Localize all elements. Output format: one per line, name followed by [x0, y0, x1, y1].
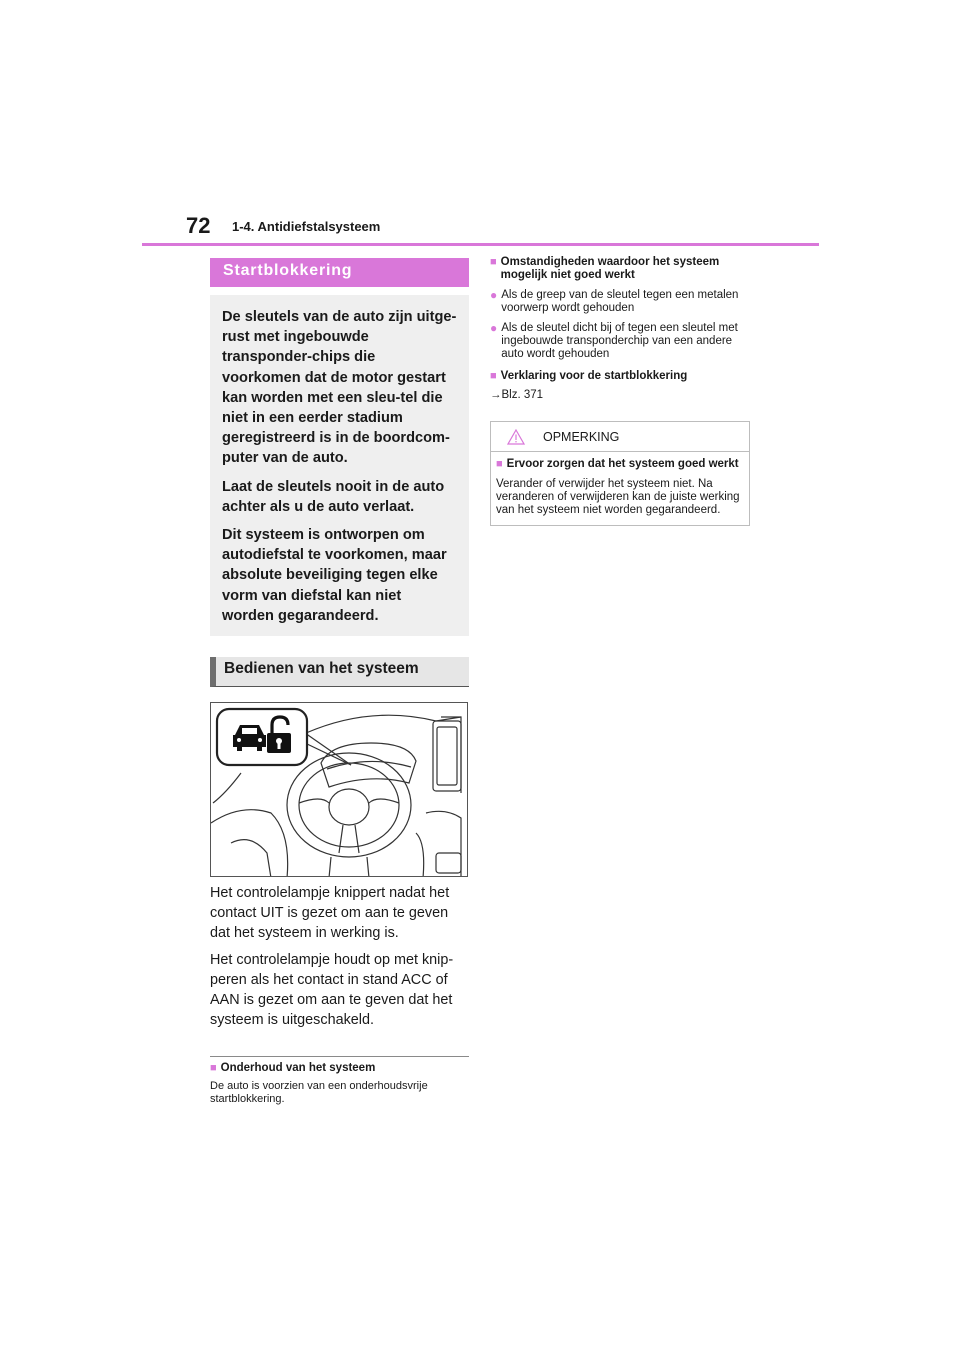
warning-box	[490, 421, 750, 526]
warning-triangle-icon	[507, 429, 525, 445]
page-reference-link[interactable]: →Blz. 371	[490, 389, 544, 401]
explanation-heading-text: Verklaring voor de startblokkering	[500, 370, 688, 382]
warning-label: OPMERKING	[543, 429, 620, 444]
warning-text: Verander of verwijder het systeem niet. Na veranderen of verwijderen kan de juiste werking van het systeem niet worden gegarandeerd.	[496, 478, 740, 516]
intro-paragraph: Laat de sleutels nooit in de auto achter als u de auto verlaat.	[222, 478, 445, 515]
section-heading-startblokkering: Startblokkering	[210, 258, 469, 287]
intro-paragraph: Dit systeem is ontworpen om autodiefstal te voorkomen, maar absolute beveiliging tegen elke vorm van diefstal kan niet worden gegarandeerd.	[222, 527, 447, 624]
square-bullet: ■	[490, 256, 497, 268]
subheading-bedienen: Bedienen van het systeem	[210, 657, 469, 687]
circumstances-heading	[490, 256, 752, 282]
bullet-text: Als de sleutel dicht bij of tegen een sleutel met ingebouwde transponderchip van een andere auto wordt gehouden	[501, 322, 738, 360]
note-text: De auto is voorzien van een onderhoudsvrije startblokkering.	[210, 1080, 428, 1105]
header-rule	[142, 243, 819, 246]
dashboard-illustration	[210, 702, 468, 877]
warning-body	[491, 452, 749, 525]
square-bullet: ■	[490, 370, 497, 382]
bullet-item	[490, 322, 752, 361]
intro-paragraph: De sleutels van de auto zijn uitge-rust met ingebouwde transponder-chips die voorkomen dat de motor gestart kan worden met een sleu-tel die niet in een eerder stadium geregistreerd is in de boordcom-puter van de auto.	[222, 309, 457, 467]
dashboard-drawing	[211, 703, 468, 877]
note-divider	[210, 1056, 469, 1057]
bullet-item	[490, 289, 752, 315]
bullet-text: Als de greep van de sleutel tegen een metalen voorwerp wordt gehouden	[501, 289, 739, 314]
explanation-heading	[490, 370, 752, 383]
dot-bullet: ●	[490, 288, 498, 302]
left-column	[210, 258, 469, 1105]
warning-heading-text: Ervoor zorgen dat het systeem goed werkt	[506, 458, 739, 470]
dot-bullet: ●	[490, 321, 498, 335]
body-paragraph: Het controlelampje houdt op met knip-peren als het contact in stand ACC of AAN is gezet om aan te geven dat het systeem is uitgeschakeld.	[210, 951, 454, 1029]
warning-heading	[496, 458, 744, 471]
note-heading	[210, 1061, 469, 1075]
note-heading-text: Onderhoud van het systeem	[220, 1062, 376, 1075]
square-bullet: ■	[210, 1062, 217, 1075]
circumstances-heading-text: Omstandigheden waardoor het systeem mogelijk niet goed werkt	[500, 256, 720, 281]
warning-header	[491, 422, 749, 452]
section-title: 1-4. Antidiefstalsysteem	[232, 219, 381, 234]
intro-box	[210, 295, 469, 636]
page-number: 72	[186, 213, 211, 238]
body-text	[210, 883, 469, 1030]
right-column	[490, 256, 752, 526]
square-bullet: ■	[496, 458, 503, 470]
body-paragraph: Het controlelampje knippert nadat het contact UIT is gezet om aan te geven dat het systeem in werking is.	[210, 885, 450, 942]
